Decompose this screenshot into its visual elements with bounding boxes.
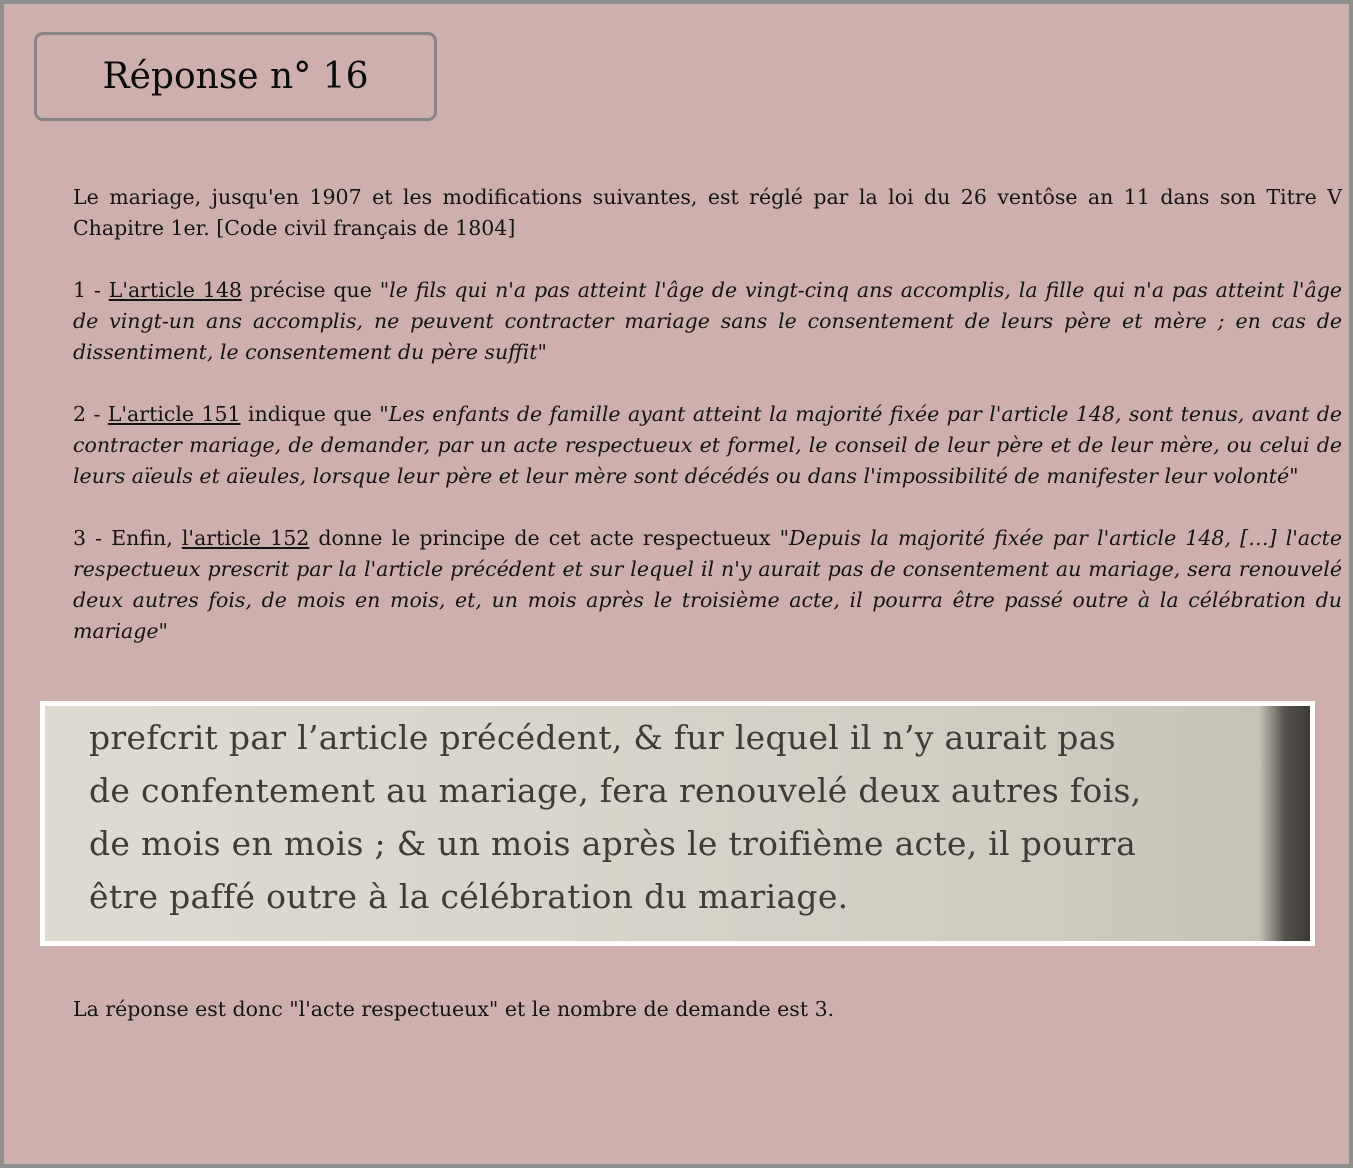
scan-line: de mois en mois ; & un mois après le troifième acte, il pourra <box>89 824 1137 863</box>
item-connector: donne le principe de cet acte respectueux " <box>309 526 789 550</box>
article-151-paragraph <box>73 399 1342 492</box>
item-prefix: 2 - <box>73 402 108 426</box>
item-prefix: 1 - <box>73 278 109 302</box>
quote-close: " <box>158 619 168 643</box>
article-148-quote: le fils qui n'a pas atteint l'âge de vingt-cinq ans accomplis, la fille qui n'a pas atteint l'âge de vingt-un ans accomplis, ne peuvent contracter mariage sans le consentement de leurs père et mère ; en cas de dissentiment, le consentement du père suffit <box>73 278 1342 364</box>
intro-paragraph: Le mariage, jusqu'en 1907 et les modifications suivantes, est réglé par la loi du 26 ventôse an 11 dans son Titre V Chapitre 1er. [Code civil français de 1804] <box>73 185 1342 240</box>
article-151-link[interactable]: L'article 151 <box>107 402 241 426</box>
scanned-excerpt-text <box>89 711 1289 923</box>
quote-close: " <box>1289 464 1299 488</box>
item-prefix: 3 - Enfin, <box>73 526 182 550</box>
scan-line: prefcrit par l’article précédent, & fur lequel il n’y aurait pas <box>89 718 1116 757</box>
scan-line: être paffé outre à la célébration du mariage. <box>89 877 849 916</box>
article-152-quote: Depuis la majorité fixée par l'article 148, […] l'acte respectueux prescrit par la l'article précédent et sur lequel il n'y aurait pas de consentement au mariage, sera renouvelé deux autres fois, de mois en mois, et, un mois après le troisième acte, il pourra être passé outre à la célébration du mariage <box>73 526 1342 643</box>
item-connector: précise que " <box>241 278 390 302</box>
scanned-excerpt-image <box>40 701 1315 946</box>
conclusion-paragraph: La réponse est donc "l'acte respectueux" et le nombre de demande est 3. <box>73 997 835 1021</box>
article-151-quote: Les enfants de famille ayant atteint la majorité fixée par l'article 148, sont tenus, avant de contracter mariage, de demander, par un acte respectueux et formel, le conseil de leur père et de leur mère, ou celui de leurs aïeuls et aïeules, lorsque leur père et leur mère sont décédés ou dans l'impossibilité de manifester leur volonté <box>73 402 1342 488</box>
article-152-paragraph <box>73 523 1342 647</box>
article-152-link[interactable]: l'article 152 <box>181 526 310 550</box>
page-title: Réponse n° 16 <box>102 56 369 97</box>
content-body <box>73 182 1342 678</box>
article-148-paragraph <box>73 275 1342 368</box>
title-box <box>34 32 437 121</box>
quote-close: " <box>537 340 547 364</box>
item-connector: indique que " <box>240 402 389 426</box>
article-148-link[interactable]: L'article 148 <box>108 278 242 302</box>
scan-line: de confentement au mariage, fera renouvelé deux autres fois, <box>89 771 1142 810</box>
